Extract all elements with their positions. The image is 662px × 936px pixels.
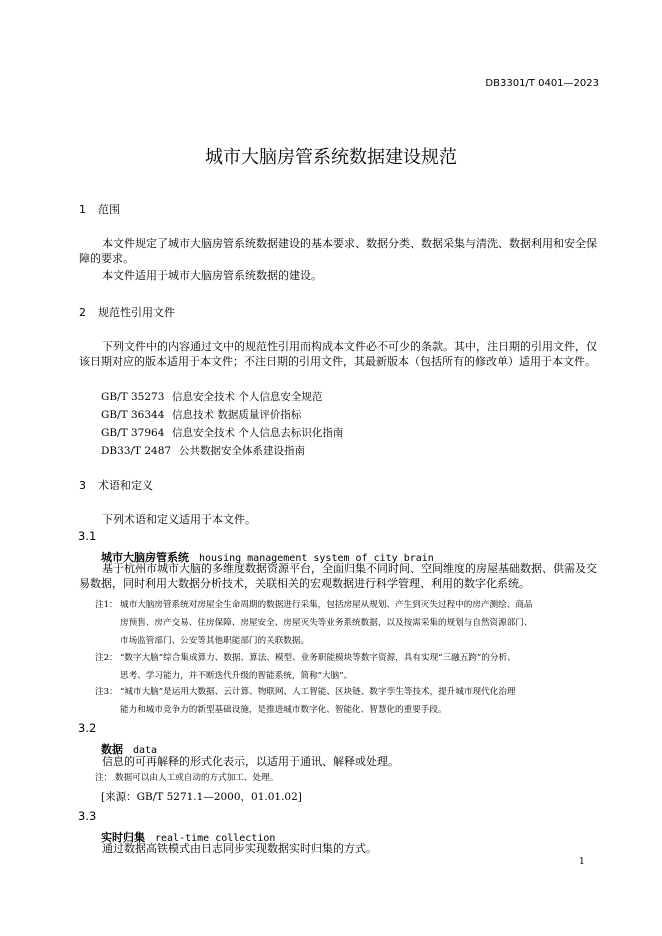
document-title: 城市大脑房管系统数据建设规范 [205, 147, 457, 168]
reference-title: 公共数据安全体系建设指南 [179, 445, 305, 457]
term-number: 3.1 [78, 529, 97, 543]
note-text: 房预售、房产交易、住房保障、房屋安全、房屋灭失等业务系统数据，以及按需采集的规划与自然资源部门、 [120, 618, 533, 628]
section-title: 范围 [98, 203, 120, 216]
term-note [95, 683, 597, 719]
reference-item [101, 389, 322, 404]
section-1-paragraph-2: 本文件适用于城市大脑房管系统数据的建设。 [102, 269, 322, 282]
section-title: 术语和定义 [98, 479, 153, 492]
section-3-paragraph-1: 下列术语和定义适用于本文件。 [102, 513, 256, 526]
note-text: “城市大脑”是运用大数据、云计算、物联网、人工智能、区块链、数字孪生等技术，提升城市现代化治理 [120, 687, 516, 697]
reference-title: 信息安全技术 个人信息去标识化指南 [172, 427, 344, 439]
term-chinese: 实时归集 [101, 831, 145, 844]
note-text: 市场监管部门、公安等其他职能部门的关联数据。 [120, 636, 310, 646]
term-note [95, 596, 597, 650]
reference-title: 信息安全技术 个人信息安全规范 [172, 391, 323, 403]
section-number: 3 [79, 479, 86, 492]
note-text: 城市大脑房管系统对房屋全生命周期的数据进行采集，包括房屋从规划、产生到灭失过程中的房产测绘、商品 [120, 600, 533, 610]
term-chinese: 城市大脑房管系统 [101, 551, 189, 564]
term-note [95, 649, 597, 685]
term-definition: 通过数据高铁模式由日志同步实现数据实时归集的方式。 [102, 842, 377, 855]
section-number: 2 [79, 306, 86, 319]
section-2-heading [79, 304, 175, 320]
reference-item [101, 425, 343, 440]
reference-code: DB33/T 2487 [101, 445, 172, 457]
reference-code: GB/T 36344 [101, 409, 165, 421]
note-label: 注3： [95, 687, 118, 697]
reference-code: GB/T 37964 [101, 427, 165, 439]
section-3-heading [79, 477, 153, 493]
section-title: 规范性引用文件 [98, 306, 175, 319]
page-number: 1 [579, 857, 585, 867]
note-label: 注2： [95, 653, 118, 663]
reference-title: 信息技术 数据质量评价指标 [172, 409, 302, 421]
term-source: [来源：GB/T 5271.1—2000，01.01.02] [101, 791, 302, 803]
section-number: 1 [79, 203, 86, 216]
note-text: 思考、学习能力，并不断迭代升级的智能系统，简称“大脑”。 [120, 671, 353, 681]
note-label: 注： [95, 773, 113, 783]
term-definition: 信息的可再解释的形式化表示，以适用于通讯、解释或处理。 [102, 755, 399, 768]
term-chinese: 数据 [101, 743, 123, 756]
term-english: real-time collection [155, 833, 276, 844]
document-code: DB3301/T 0401—2023 [485, 78, 599, 89]
section-2-paragraph-1: 下列文件中的内容通过文中的规范性引用而构成本文件必不可少的条款。其中，注日期的引用文件，仅该日期对应的版本适用于本文件；不注日期的引用文件，其最新版本（包括所有的修改单）适用于本文件。 [79, 340, 597, 368]
term-english: housing management system of city brain [199, 553, 434, 564]
term-note [95, 769, 597, 787]
reference-item [101, 443, 305, 458]
reference-item [101, 407, 301, 422]
term-number: 3.3 [78, 809, 97, 823]
note-label: 注1： [95, 600, 118, 610]
note-text: 数据可以由人工或自动的方式加工、处理。 [115, 773, 279, 783]
note-text: “数字大脑”综合集成算力、数据、算法、模型、业务职能模块等数字资源，具有实现“三融五跨”的分析、 [120, 653, 516, 663]
term-definition: 基于杭州市城市大脑的多维度数据资源平台，全面归集不同时间、空间维度的房屋基础数据、供需及交易数据，同时利用大数据分析技术，关联相关的宏观数据进行科学管理、利用的数字化系统。 [79, 562, 597, 590]
section-1-paragraph-1: 本文件规定了城市大脑房管系统数据建设的基本要求、数据分类、数据采集与清洗、数据利用和安全保障的要求。 [79, 237, 597, 265]
section-1-heading [79, 201, 120, 217]
reference-code: GB/T 35273 [101, 391, 165, 403]
term-number: 3.2 [78, 721, 97, 735]
term-english: data [133, 745, 158, 756]
note-text: 能力和城市竞争力的新型基础设施，是推进城市数字化、智能化、智慧化的重要手段。 [120, 705, 447, 715]
